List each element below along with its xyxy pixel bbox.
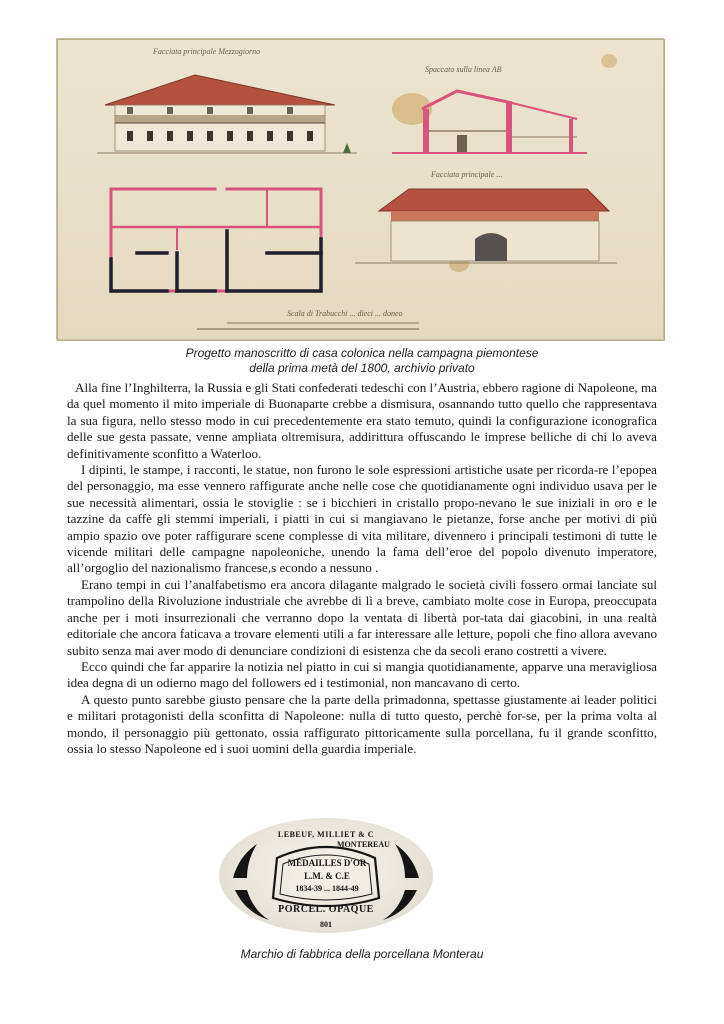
porcelain-maker-mark — [219, 818, 433, 933]
scale-label: Scala di Trabucchi ... dieci ... doneo — [287, 309, 403, 318]
second-facade-label: Facciata principale ... — [431, 170, 503, 179]
floor-plan — [111, 189, 321, 291]
paragraph: A questo punto sarebbe giusto pensare che la parte della primadonna, spettasse giustamente ai leader politici e militari protagonisti della sconfitta di Napoleone: nulla di tutto questo, perchè for-se, per la prima volta al mondo, il personaggio più gettonato, ossia raffigurato pittoricamente sulla porcellana, fu il grande sconfitto, ossia lo stesso Napoleone ed i suoi uomini della guardia imperiale. — [67, 691, 657, 756]
stamp-foot-number: 801 — [320, 920, 332, 929]
paragraph: Ecco quindi che far apparire la notizia nel piatto in cui si mangia quotidianamente, apparve una meravigliosa idea degna di un odierno mago del followers ed i testimonial, non mancavano di certo. — [67, 658, 657, 691]
stamp-montereau: MONTEREAU — [337, 840, 390, 849]
stamp-top-arc: LEBEUF, MILLIET & C — [277, 830, 375, 839]
stamp-porcel-opaque: PORCEL. OPAQUE — [278, 904, 374, 915]
section-label: Spaccato sulla linea AB — [425, 65, 502, 74]
drawing-illustration — [57, 39, 665, 341]
scale-bar — [197, 323, 419, 329]
architectural-drawing — [56, 38, 664, 340]
stamp-years: 1834-39 ... 1844-49 — [295, 884, 359, 893]
figure-caption-bottom: Marchio di fabbrica della porcellana Monterau — [240, 947, 484, 961]
paragraph: Erano tempi in cui l’analfabetismo era ancora dilagante malgrado le società civili fossero ormai lanciate sul trampolino della Rivoluzione industriale che avrebbe di lì a breve, cambiato molte cose in Europa, preoccupata anche per i moti insurrezionali che verranno dopo la ventata di libertà por-tata dai giacobini, in una realtà editoriale che ancora faticava a trovare elementi utili a far interessare alle letture, popoli che fino allora avevano subito senza mai aver modo di denunciare condizioni di esistenza che da secoli erano costretti a vivere. — [67, 576, 657, 658]
caption-line-2: della prima metà del 1800, archivio privato — [249, 361, 475, 375]
second-facade-building — [355, 189, 617, 263]
paragraph: I dipinti, le stampe, i racconti, le statue, non furono le sole espressioni artistiche usate per ricorda-re l’epopea del personaggio, ma esse vennero raffigurate anche nelle cose che quotidianamente ogni individuo usava per le sue necessità alimentari, ossia le stoviglie : se i bicchieri in cristallo propo-nevano le sue iniziali in oro e le tazzine da caffè gli stemmi imperiali, i piatti in cui si mangiavano le pietanze, forse anche per motivi di più ampio spazio ove poter raffigurare scene complesse di vita militare, divennero i principali testimoni di tutte le vicende militari delle campagne napoleoniche, unendo la fama dell’eroe del popolo divenuto imperatore, all’orgoglio del nazionalismo francese,s econdo a nessuno . — [67, 462, 657, 576]
main-facade-building — [97, 75, 357, 153]
figure-caption-top — [140, 346, 584, 376]
caption-line-1: Progetto manoscritto di casa colonica nella campagna piemontese — [185, 346, 539, 360]
stamp-initials: L.M. & C.E — [304, 871, 350, 881]
main-facade-label: Facciata principale Mezzogiorno — [153, 47, 261, 56]
paragraph: Alla fine l’Inghilterra, la Russia e gli Stati confederati tedeschi con l’Austria, ebbero ragione di Napoleone, ma da quel momento il mito imperiale di Buonaparte crebbe a dismisura, osannando tutto quello che rappresentava la sua figura, nello stesso modo in cui precedentemente era stato temuto, quindi la configurazione iconografica delle sue gesta passate, venne ampliata oltremisura, addirittura offuscando le imprese belliche di chi lo aveva definitivamente sconfitto a Waterloo. — [67, 380, 657, 461]
article-body — [67, 380, 657, 757]
stamp-medals: MÉDAILLES D'OR — [287, 858, 367, 868]
